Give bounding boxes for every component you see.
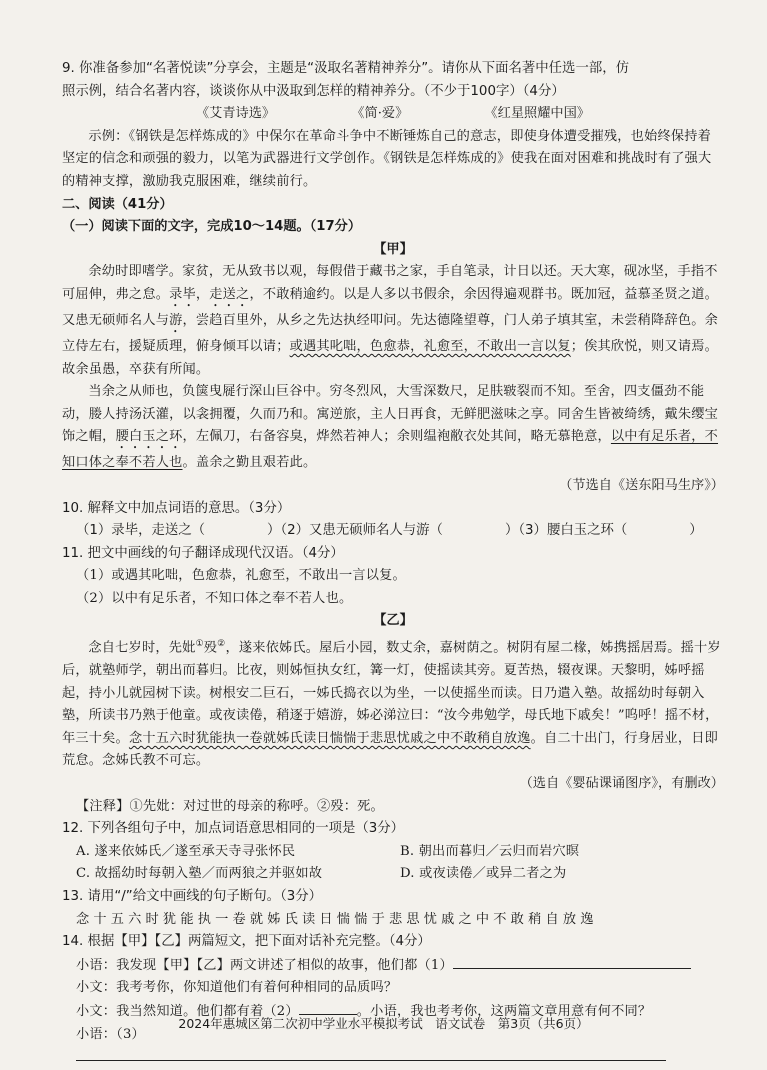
answer-blank-3[interactable] xyxy=(76,1046,666,1061)
book-1: 《艾青诗选》 xyxy=(196,106,276,122)
q9-line1: 9. 你准备参加“名著悦读”分享会，主题是“汲取名著精神养分”。请你从下面名著中任选一部，仿 xyxy=(62,61,630,76)
q9-example: 示例：《钢铁是怎样炼成的》中保尔在革命斗争中不断锤炼自己的意志，即使身体遭受摧残，也始终保持着坚定的信念和顽强的毅力，以笔为武器进行文学创作。《钢铁是怎样炼成的》使我在面对困难和挑战时有了强大的精神支撑，激励我克服困难，继续前行。 xyxy=(62,128,712,189)
q12-option-c: C. 故摇幼时每朝入塾／而两狼之并驱如故 xyxy=(76,866,323,882)
q10-item-2: ）（2）又患无硕师名人与游（ xyxy=(267,523,443,539)
text: 余幼时即嗜学。家贫，无从致书以观，每假借于藏书之家，手自笔录，计日以还。天大寒，砚冰坚，手指不可屈伸，弗之怠。 xyxy=(62,264,718,302)
underlined-sentence: 念十五六时犹能执一卷就姊氏读日惴惴于悲思忧戚之中不敢稍自放逸 xyxy=(128,730,531,746)
text: 当余之从师也，负箧曳屣行深山巨谷中。穷冬烈风，大雪深数尺，足肤皲裂而不知。至舍，四支僵劲不能动，媵人持汤沃灌，以衾拥覆，久而乃和。寓逆旅，主人日再食，无鲜肥滋味之享。同舍生皆被绮绣，戴朱缨宝饰之帽， xyxy=(62,384,718,445)
q10-items xyxy=(62,520,724,543)
q12-option-d: D. 或夜读倦／或异二者之为 xyxy=(400,866,567,882)
dotted-phrase: 游 xyxy=(169,312,183,328)
underlined-sentence: 以中有足乐者，不知口体之奉不若人也 xyxy=(62,429,719,471)
dotted-phrase: 录毕，走送之 xyxy=(169,286,250,302)
book-3: 《红星照耀中国》 xyxy=(484,106,590,122)
q11-sentence-2: （2）以中有足乐者，不知口体之奉不若人也。 xyxy=(76,590,353,606)
passage-yi-title: 【乙】 xyxy=(373,613,413,629)
passage-yi-source: （选自《婴砧课诵图序》，有删改） xyxy=(519,776,724,792)
passage-jia-source: （节选自《送东阳马生序》） xyxy=(559,477,724,493)
text: 小文：我当然知道。他们都有着（2） xyxy=(76,1003,299,1019)
q11-stem: 11. 把文中画线的句子翻译成现代汉语。（4分） xyxy=(62,545,344,561)
q12-stem: 12. 下列各组句子中，加点词语意思相同的一项是（3分） xyxy=(62,821,405,837)
text: 念自七岁时，先妣 xyxy=(88,640,196,656)
q14-stem: 14. 根据【甲】【乙】两篇短文，把下面对话补充完整。（4分） xyxy=(62,934,431,950)
answer-blank-1[interactable] xyxy=(453,954,691,969)
part2-title: 二、阅读（41分） xyxy=(62,196,173,212)
q13-sentence: 念十五六时犹能执一卷就姊氏读日惴惴于悲思忧戚之中不敢稍自放逸 xyxy=(76,911,598,927)
text: ，尝趋百里外，从乡之先达执经叩问。先达德隆望尊，门人弟子填其室，未尝稍降辞色。余立侍左右，援疑质理，俯身倾耳以请； xyxy=(62,312,718,354)
q12-options-row1 xyxy=(62,841,724,864)
q12-option-a: A. 遂来依姊氏／遂至承天寺寻张怀民 xyxy=(76,843,296,859)
page-content xyxy=(62,58,724,1070)
page-footer: 2024年惠城区第二次初中学业水平模拟考试 语文试卷 第3页（共6页） xyxy=(178,1016,589,1031)
dotted-phrase: 腰白玉之环 xyxy=(115,429,183,445)
reading-1-title: （一）阅读下面的文字，完成10～14题。（17分） xyxy=(62,219,362,235)
text: 。小语，我也考考你，这两篇文章用意有何不同？ xyxy=(356,1003,652,1019)
book-2: 《简·爱》 xyxy=(351,106,409,122)
footnote-marker: ① xyxy=(195,639,204,650)
footnote-marker: ② xyxy=(217,639,226,650)
annotation: 【注释】①先妣：对过世的母亲的称呼。②殁：死。 xyxy=(76,798,384,814)
answer-blank-2[interactable] xyxy=(299,1000,357,1015)
text: ，遂来依姊氏。屋后小园，数丈余，嘉树荫之。树阴有屋二椽，姊携摇居焉。摇十岁后，就塾师学，朝出而暮归。比夜，则姊恒执女红，篝一灯，使摇读其旁。夏苦热，辍夜课。天黎明，姊呼摇起，持小儿就园树下读。树根安二巨石，一姊氏捣衣以为坐，一以使摇坐而读。日乃遣入塾。故摇幼时每朝入塾，所读书乃熟于他童。或夜读倦，稍逐于嬉游，姊必涕泣曰：“汝今弗勉学，母氏地下戚矣！”呜呼！摇不材，年三十矣。 xyxy=(62,640,721,746)
text: 小语：（3） xyxy=(76,1026,145,1042)
text: 殁 xyxy=(203,640,218,656)
q12-option-b: B. 朝出而暮归／云归而岩穴暝 xyxy=(400,843,580,859)
text: 小语：我发现【甲】【乙】两文讲述了相似的故事，他们都（1） xyxy=(76,957,453,973)
passage-jia-p1 xyxy=(62,261,724,381)
q10-item-3: ）（3）腰白玉之环（ xyxy=(504,523,628,539)
passage-yi-text xyxy=(62,633,724,773)
q10-item-close: ） xyxy=(689,523,703,539)
passage-jia-title: 【甲】 xyxy=(373,241,413,257)
text: ，不敢稍逾约。以是人多以书假余，余因得遍观群书。既加冠，益慕圣贤之道。又患无硕师名人与 xyxy=(62,286,718,328)
text: 。盖余之勤且艰若此。 xyxy=(182,455,317,471)
q9-line2: 照示例，结合名著内容，谈谈你从中汲取到怎样的精神养分。（不少于100字）（4分） xyxy=(62,83,565,99)
q13-stem: 13. 请用“/”给文中画线的句子断句。（3分） xyxy=(62,888,323,904)
text: ，左佩刀，右备容臭，烨然若神人；余则缊袍敝衣处其间，略无慕艳意， xyxy=(182,429,611,445)
q10-stem: 10. 解释文中加点词语的意思。（3分） xyxy=(62,500,291,516)
q10-item-1: （1）录毕，走送之（ xyxy=(76,523,206,539)
text: ；俟其欣悦，则又请焉。故余虽愚，卒获有所闻。 xyxy=(62,338,718,377)
underlined-sentence: 或遇其叱咄，色愈恭，礼愈至，不敢出一言以复 xyxy=(289,338,571,354)
q12-options-row2 xyxy=(62,863,724,886)
q11-sentence-1: （1）或遇其叱咄，色愈恭，礼愈至，不敢出一言以复。 xyxy=(76,568,406,584)
q9-book-list xyxy=(62,103,724,126)
passage-jia-p2 xyxy=(62,381,724,475)
q14-line1 xyxy=(62,954,724,978)
text: 。自二十出门，行身居业，日即荒怠。念姊氏教不可忘。 xyxy=(62,730,718,769)
q14-line2: 小文：我考考你，你知道他们有着何种相同的品质吗？ xyxy=(76,980,398,996)
